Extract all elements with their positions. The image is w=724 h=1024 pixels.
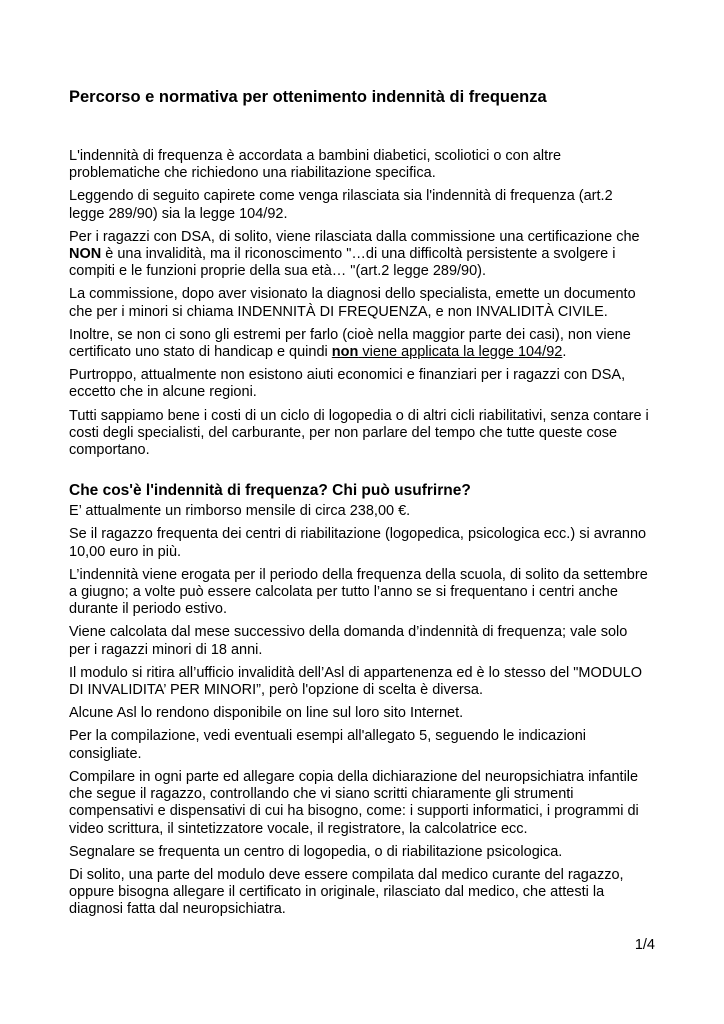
paragraph [69, 503, 669, 520]
text-line: Di solito, una parte del modulo deve essere compilata dal medico curante del ragazzo, [69, 866, 624, 883]
text-line: video scrittura, il sintetizzatore vocale, il registratore, la calcolatrice ecc. [69, 820, 528, 837]
text-line: Se il ragazzo frequenta dei centri di riabilitazione (logopedica, psicologica ecc.) si avranno [69, 526, 647, 543]
text-fragment: è una invalidità, ma il riconoscimento "…di una difficoltà persistente a svolgere i [101, 246, 616, 263]
paragraph [69, 769, 669, 838]
text-line: compensativi e dispensativi di cui ha bisogno, come: i supporti informatici, i programmi di [69, 803, 639, 820]
text-line: che segue il ragazzo, controllando che vi siano scritti chiaramente gli strumenti [69, 786, 574, 803]
text-line: durante il periodo estivo. [69, 601, 227, 618]
text-line: che per i minori si chiama INDENNITÀ DI FREQUENZA, e non INVALIDITÀ CIVILE. [69, 303, 608, 320]
section-heading: Che cos'è l'indennità di frequenza? Chi può usufrirne? [69, 482, 471, 500]
text-line: costi degli specialisti, del carburante, per non parlare del tempo che tutte queste cose [69, 424, 618, 441]
text-line: L’indennità viene erogata per il periodo della frequenza della scuola, di solito da settembre [69, 566, 648, 583]
text-line: Viene calcolata dal mese successivo della domanda d’indennità di frequenza; vale solo [69, 624, 628, 641]
text-line: per i ragazzi minori di 18 anni. [69, 641, 263, 658]
text-line: comportano. [69, 442, 150, 459]
text-line: 10,00 euro in più. [69, 543, 182, 560]
paragraph [69, 367, 669, 401]
text-line: Per la compilazione, vedi eventuali esempi all'allegato 5, seguendo le indicazioni [69, 728, 587, 745]
paragraph [69, 665, 669, 699]
text-line: Il modulo si ritira all’ufficio invalidità dell’Asl di appartenenza ed è lo stesso del "MODULO [69, 664, 643, 681]
paragraph [69, 188, 669, 222]
text-line: Inoltre, se non ci sono gli estremi per farlo (cioè nella maggior parte dei casi), non viene [69, 326, 631, 343]
paragraph [69, 728, 669, 762]
paragraph [69, 844, 669, 861]
paragraph [69, 148, 669, 182]
text-line: Per i ragazzi con DSA, di solito, viene rilasciata dalla commissione una certificazione che [69, 228, 640, 245]
text-line [69, 246, 669, 263]
paragraph [69, 867, 669, 919]
text-line: eccetto che in alcune regioni. [69, 384, 257, 401]
text-line: legge 289/90) sia la legge 104/92. [69, 205, 288, 222]
paragraph [69, 567, 669, 619]
paragraph [69, 408, 669, 460]
text-line: DI INVALIDITA’ PER MINORI”, però l'opzione di scelta è diversa. [69, 682, 484, 699]
document-title: Percorso e normativa per ottenimento indennità di frequenza [69, 88, 547, 106]
emphasis-not: NON [69, 246, 102, 263]
text-line: E’ attualmente un rimborso mensile di circa 238,00 €. [69, 503, 411, 520]
text-line: L'indennità di frequenza è accordata a bambini diabetici, scoliotici o con altre [69, 148, 562, 164]
text-line: oppure bisogna allegare il certificato in originale, rilasciato dal medico, che attesti la [69, 884, 605, 901]
text-line: Segnalare se frequenta un centro di logopedia, o di riabilitazione psicologica. [69, 843, 563, 860]
underlined-text: viene applicata la legge 104/92 [358, 344, 563, 361]
text-line: problematiche che richiedono una riabilitazione specifica. [69, 165, 436, 182]
paragraph [69, 526, 669, 560]
text-line: Leggendo di seguito capirete come venga rilasciata sia l'indennità di frequenza (art.2 [69, 188, 613, 205]
paragraph [69, 229, 669, 281]
text-line: consigliate. [69, 745, 142, 762]
emphasis-not-underlined: non [331, 344, 359, 361]
text-line: diagnosi fatta dal neuropsichiatra. [69, 901, 286, 918]
text-line: Compilare in ogni parte ed allegare copia della dichiarazione del neuropsichiatra infantile [69, 768, 639, 785]
text-line: La commissione, dopo aver visionato la diagnosi dello specialista, emette un documento [69, 286, 636, 303]
text-line: Tutti sappiamo bene i costi di un ciclo di logopedia o di altri cicli riabilitativi, senza contare i [69, 407, 649, 424]
text-fragment: certificato uno stato di handicap e quindi [69, 344, 332, 361]
paragraph [69, 624, 669, 658]
document-body [69, 148, 669, 925]
text-line: Alcune Asl lo rendono disponibile on line sul loro sito Internet. [69, 705, 464, 722]
paragraph [69, 286, 669, 320]
text-line [69, 344, 669, 361]
text-line: a giugno; a volte può essere calcolata per tutto l’anno se si frequentano i centri anche [69, 584, 618, 601]
page-number: 1/4 [634, 937, 655, 953]
paragraph [69, 705, 669, 722]
text-fragment: . [562, 344, 567, 361]
text-line: Purtroppo, attualmente non esistono aiuti economici e finanziari per i ragazzi con DSA, [69, 367, 626, 384]
paragraph [69, 327, 669, 361]
text-line: compiti e le funzioni proprie della sua età… "(art.2 legge 289/90). [69, 263, 487, 280]
